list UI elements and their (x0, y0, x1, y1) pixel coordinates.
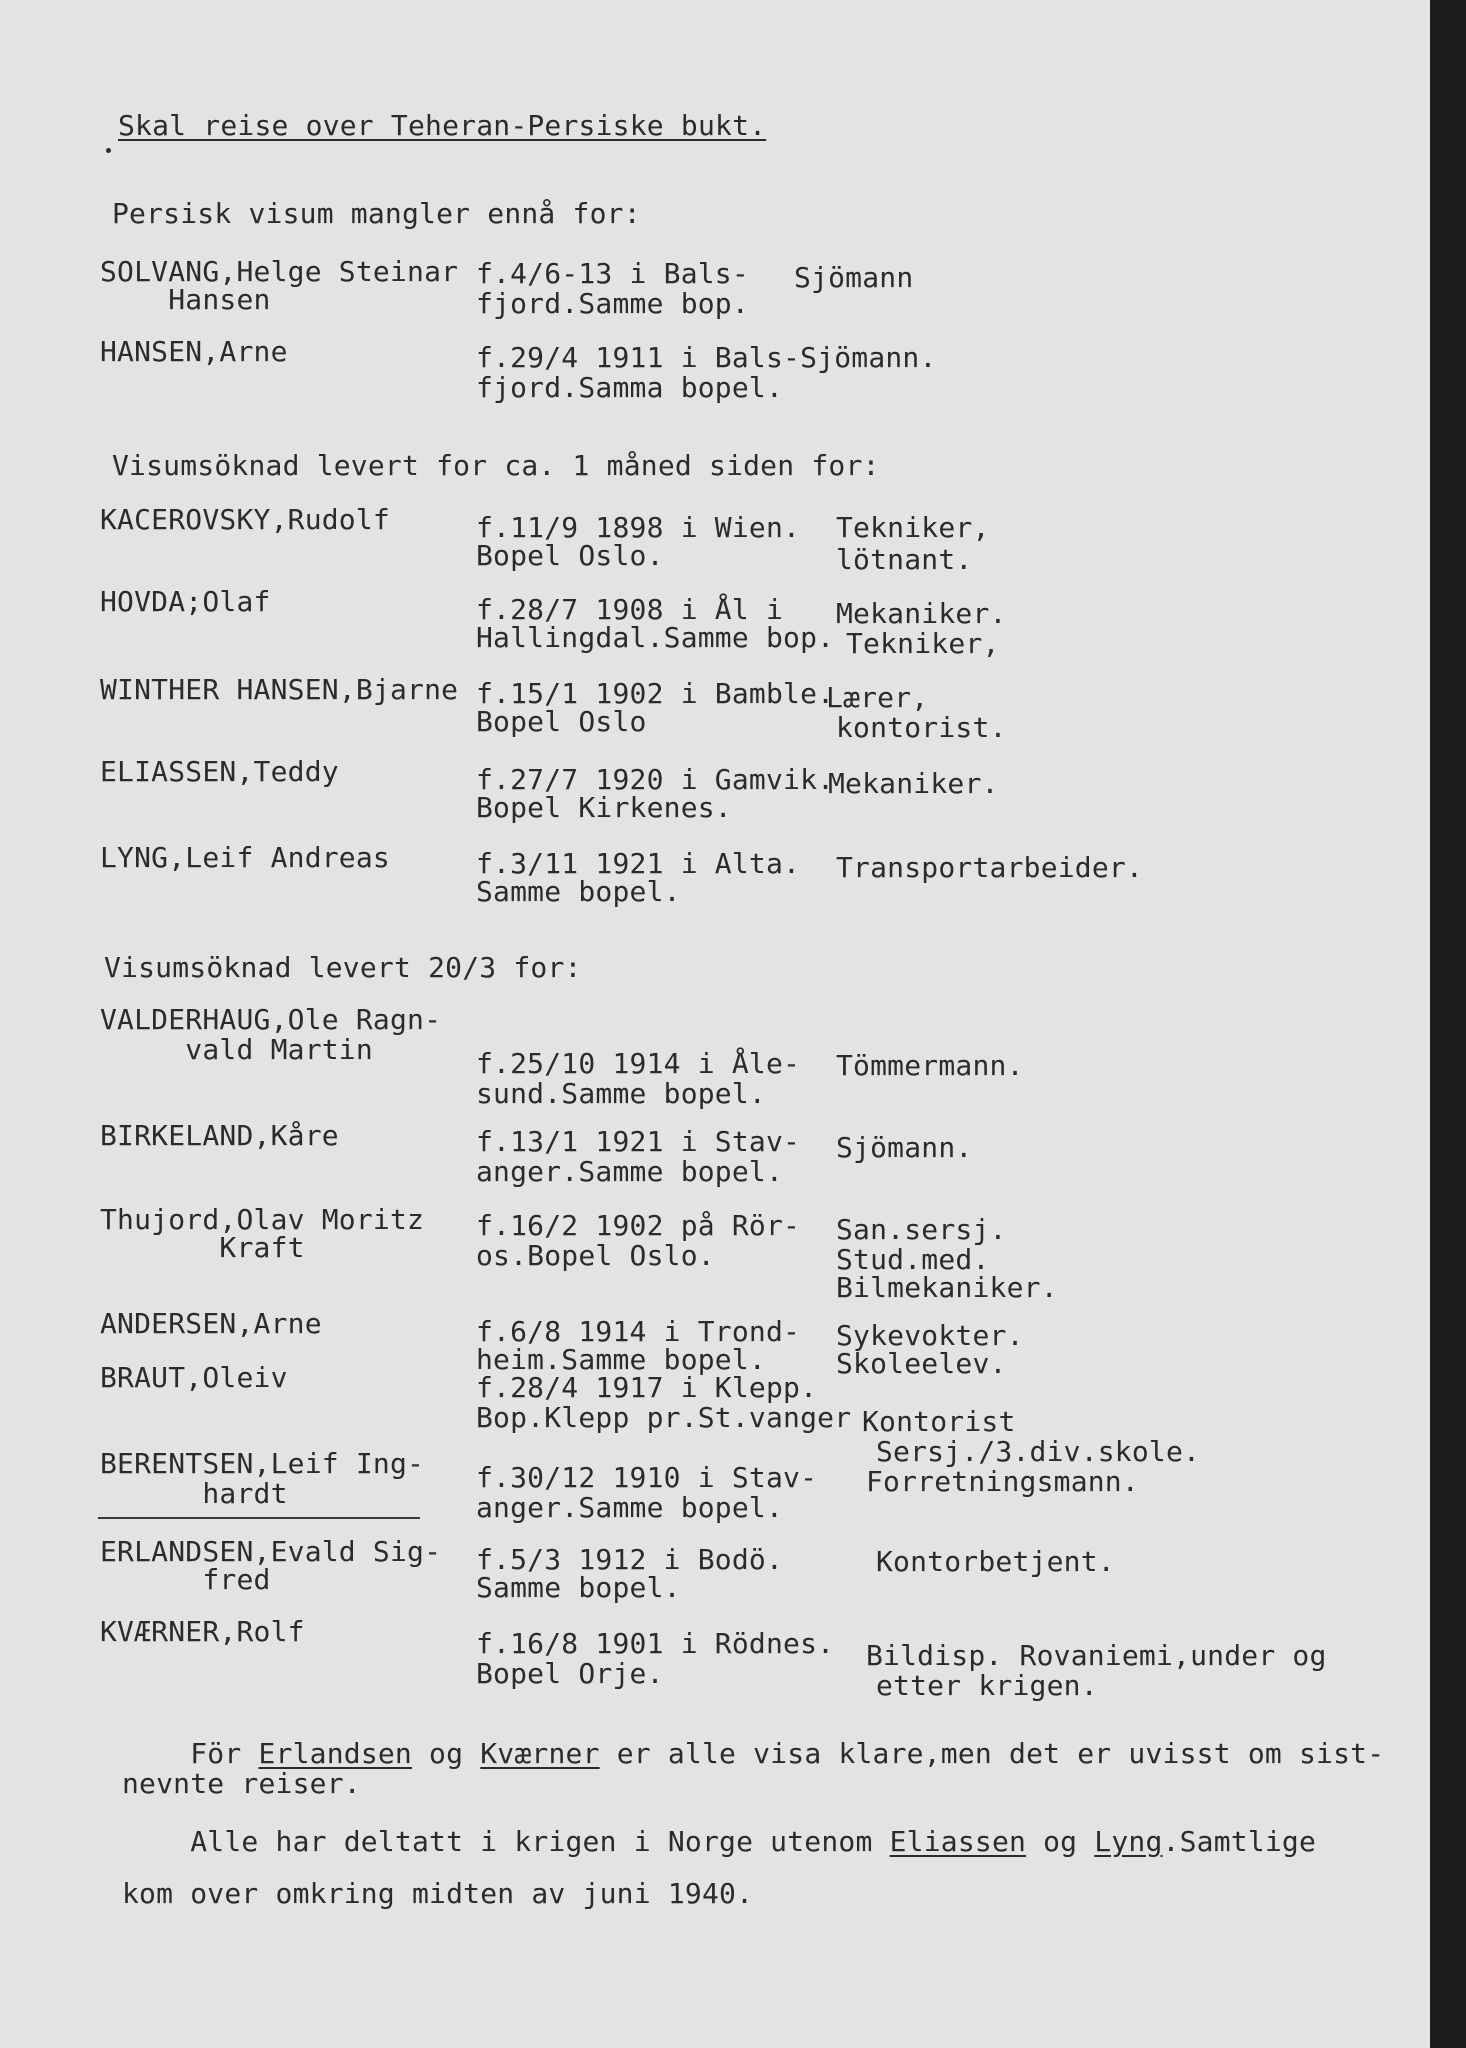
entry-occupation: Sjömann (794, 261, 914, 294)
paragraph-text: Alle har deltatt i krigen i Norge utenom (122, 1825, 890, 1858)
entry-occupation: Transportarbeider. (836, 851, 1144, 884)
entry-name: Hansen (100, 283, 271, 316)
paragraph-text: För (122, 1737, 259, 1770)
entry-occupation: Mekaniker. (836, 597, 1007, 630)
entry-name: vald Martin (100, 1033, 373, 1066)
entry-born: f.15/1 1902 i Bamble. (476, 677, 835, 710)
entry-occupation: Tömmermann. (836, 1049, 1024, 1082)
entry-born: Bopel Orje. (476, 1657, 664, 1690)
entry-occupation: San.sersj. (836, 1213, 1007, 1246)
entry-born: sund.Samme bopel. (476, 1077, 766, 1110)
paragraph-text: er alle visa klare,men det er uvisst om sist- (599, 1737, 1385, 1770)
entry-name: WINTHER HANSEN,Bjarne (100, 673, 459, 706)
paragraph-visa-status (122, 1738, 1384, 1770)
underlined-name: Erlandsen (258, 1737, 412, 1770)
entry-occupation: Stud.med. (836, 1243, 990, 1276)
entry-name: ERLANDSEN,Evald Sig- (100, 1535, 442, 1568)
entry-occupation: Tekniker, (846, 627, 1000, 660)
entry-occupation: lötnant. (836, 543, 973, 576)
entry-born: heim.Samme bopel. (476, 1343, 766, 1376)
paragraph-text: og (1026, 1825, 1095, 1858)
entry-born: anger.Samme bopel. (476, 1155, 784, 1188)
entry-name: BRAUT,Oleiv (100, 1361, 288, 1394)
entry-born: f.16/2 1902 på Rör- (476, 1209, 801, 1242)
entry-born: f.3/11 1921 i Alta. (476, 847, 801, 880)
entry-occupation: Lærer, (826, 681, 929, 714)
entry-occupation: Bilmekaniker. (836, 1271, 1058, 1304)
entry-born: f.28/4 1917 i Klepp. (476, 1371, 818, 1404)
entry-born: Hallingdal.Samme bop. (476, 621, 835, 654)
entry-born: f.27/7 1920 i Gamvik. (476, 763, 835, 796)
entry-occupation: Forretningsmann. (866, 1465, 1139, 1498)
underlined-name: Eliassen (889, 1825, 1027, 1858)
entry-name: Thujord,Olav Moritz (100, 1203, 425, 1236)
entry-born: os.Bopel Oslo. (476, 1239, 715, 1272)
entry-born: Bopel Kirkenes. (476, 791, 732, 824)
entry-occupation: kontorist. (836, 711, 1007, 744)
underlined-name: Kværner (480, 1737, 600, 1770)
entry-born: f.11/9 1898 i Wien. (476, 511, 801, 544)
entry-name: LYNG,Leif Andreas (100, 841, 390, 874)
underlined-name: Lyng (1094, 1825, 1163, 1858)
entry-name: SOLVANG,Helge Steinar (100, 255, 459, 288)
entry-occupation: Mekaniker. (828, 767, 999, 800)
entry-born: fjord.Samma bopel. (476, 371, 784, 404)
entry-occupation: Skoleelev. (836, 1347, 1007, 1380)
entry-born: fjord.Samme bop. (476, 287, 749, 320)
entry-occupation: Kontorist (862, 1405, 1016, 1438)
document-heading: Skal reise over Teheran-Persiske bukt. (118, 109, 767, 142)
section-title-persisk-visum: Persisk visum mangler ennå for: (112, 197, 641, 230)
paragraph-visa-status-line2: nevnte reiser. (122, 1767, 361, 1800)
entry-born: anger.Samme bopel. (476, 1491, 784, 1524)
entry-born: f.29/4 1911 i Bals-Sjömann. (476, 341, 937, 374)
entry-born: Bopel Oslo. (476, 539, 664, 572)
entry-name: ANDERSEN,Arne (100, 1307, 322, 1340)
entry-name: VALDERHAUG,Ole Ragn- (100, 1003, 442, 1036)
entry-name: Kraft (100, 1231, 305, 1264)
entry-name: BERENTSEN,Leif Ing- (100, 1447, 425, 1480)
entry-name: HANSEN,Arne (100, 335, 288, 368)
paragraph-text: og (412, 1737, 481, 1770)
entry-name: hardt (100, 1477, 288, 1510)
entry-born: f.5/3 1912 i Bodö. (476, 1543, 784, 1576)
entry-born: f.25/10 1914 i Åle- (476, 1047, 801, 1080)
entry-name: HOVDA;Olaf (100, 585, 271, 618)
entry-name: ELIASSEN,Teddy (100, 755, 339, 788)
entry-born: f.6/8 1914 i Trond- (476, 1315, 801, 1348)
entry-occupation: Sykevokter. (836, 1319, 1024, 1352)
entry-occupation: Sjömann. (836, 1131, 973, 1164)
entry-name: KVÆRNER,Rolf (100, 1615, 305, 1648)
entry-born: Samme bopel. (476, 875, 681, 908)
entry-born: Bopel Oslo (476, 705, 647, 738)
entry-occupation: etter krigen. (876, 1669, 1098, 1702)
entry-occupation: Sersj./3.div.skole. (876, 1435, 1201, 1468)
entry-born: Bop.Klepp pr.St.vanger (476, 1401, 852, 1434)
entry-born: Samme bopel. (476, 1571, 681, 1604)
entry-born: f.16/8 1901 i Rödnes. (476, 1627, 835, 1660)
paragraph-war-participation (122, 1826, 1316, 1858)
paragraph-war-participation-line2: kom over omkring midten av juni 1940. (122, 1877, 754, 1910)
entry-name: fred (100, 1563, 271, 1596)
entry-born: f.13/1 1921 i Stav- (476, 1125, 801, 1158)
entry-born: f.4/6-13 i Bals- (476, 257, 749, 290)
paragraph-text: .Samtlige (1162, 1825, 1317, 1858)
separator-line (98, 1517, 420, 1519)
scan-edge (1430, 0, 1466, 2048)
section-title-visumsoknad-20-3: Visumsöknad levert 20/3 for: (104, 951, 582, 984)
entry-born: f.30/12 1910 i Stav- (476, 1461, 818, 1494)
entry-born: f.28/7 1908 i Ål i (476, 593, 784, 626)
entry-name: KACEROVSKY,Rudolf (100, 503, 390, 536)
entry-occupation: Bildisp. Rovaniemi,under og (866, 1639, 1327, 1672)
entry-occupation: Kontorbetjent. (876, 1545, 1115, 1578)
entry-occupation: Tekniker, (836, 511, 990, 544)
section-title-visumsoknad-1-maned: Visumsöknad levert for ca. 1 måned siden for: (112, 449, 880, 482)
entry-name: BIRKELAND,Kåre (100, 1119, 339, 1152)
ink-dot (106, 148, 111, 153)
